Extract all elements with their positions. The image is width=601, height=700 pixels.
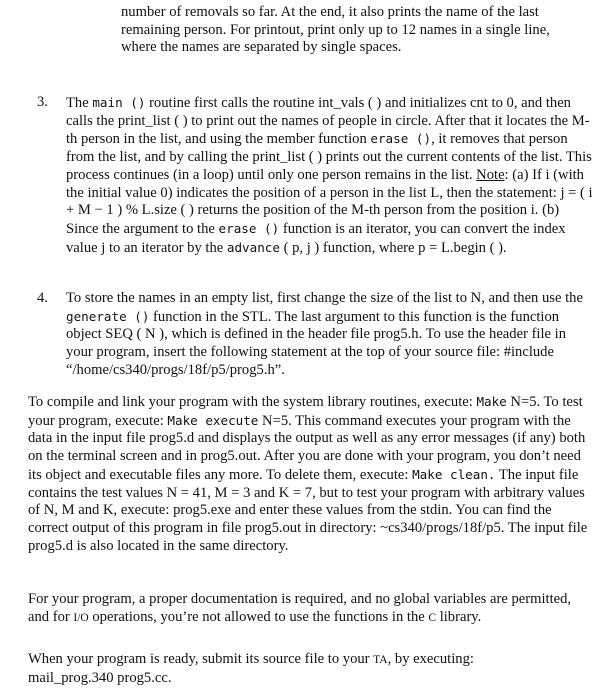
compile-part-4: The input file contains the test values N = 41, M = 3 and K = 7, but to test your program with arbitrary values of N, M and K, execute: prog5.exe and enter these values from the stdin. You can find the correct output of this program in file prog5.out in directory: ~cs340/progs/18f/p5. The input file prog5.d is also located in the same directory.: [28, 466, 588, 554]
continuation-text: number of removals so far. At the end, it also prints the name of the last remaining person. For printout, print only up to 12 names in a single line, where the names are separated by single spaces.: [121, 4, 550, 56]
code-erase: erase (): [370, 131, 432, 147]
item-4-part-2: function in the STL. The last argument to this function is the function object SEQ ( N ), which is defined in the header file prog5.h. To use the header file in your program, insert the following statement at the top of your source file: #include “/home/cs340/progs/18f/p5/prog5.h”.: [66, 308, 567, 378]
submit-part-1: When your program is ready, submit its source file to your: [28, 651, 374, 667]
item-3-part-1: The: [66, 95, 93, 111]
code-make-execute: Make execute: [167, 412, 259, 428]
item-4-text: [66, 290, 594, 380]
compile-part-1: To compile and link your program with the system library routines, execute:: [28, 394, 477, 410]
submit-part-2: , by executing:: [387, 651, 474, 667]
submit-paragraph: [28, 651, 594, 687]
item-number-3: 3.: [37, 94, 48, 110]
compile-paragraph: [28, 393, 594, 555]
code-advance: advance: [226, 239, 280, 255]
code-make-clean: Make clean.: [412, 466, 496, 482]
item-3-part-6: ( p, j ) function, where p = L.begin ( ).: [279, 239, 507, 256]
note-label: Note: [476, 166, 505, 183]
item-number-4: 4.: [37, 290, 48, 306]
code-main: main (): [92, 95, 146, 110]
docs-part-2: operations, you’re not allowed to use the functions in the: [88, 608, 429, 625]
c-label: C: [428, 611, 437, 624]
docs-part-3: library.: [436, 608, 482, 625]
io-label: I/O: [73, 611, 89, 624]
item-3-part-2: routine first calls the routine int_vals ( ) and initializes cnt to 0, and then calls the print_list ( ) to print out the names of people in circle. After that it locates the M-th person in the list, and using the member function: [66, 95, 590, 148]
list-item-3: [37, 94, 594, 257]
docs-part-1: For your program, a proper documentation is required, and no global variables are permitted, and for: [28, 591, 572, 625]
list-item-4: [37, 290, 594, 380]
compile-part-3: N=5. This command executes your program with the data in the input file prog5.d and displays the output as well as any error messages (if any) both on the terminal screen and in prog5.out. After you are done with your program, you don’t need its object and executable files any more. To delete them, execute:: [28, 412, 586, 483]
item-3-part-5: function is an iterator, you can convert the index value j to an iterator by the: [66, 220, 566, 256]
item-3-part-4: : (a) If i (with the initial value 0) indicates the position of a person in the list L, then the statement: j = ( i + M − 1 ) % L.size ( ) returns the position of the M-th person from the position i. (b) Since the argument to the: [66, 166, 593, 237]
code-generate: generate (): [66, 308, 150, 324]
documentation-paragraph: [28, 591, 594, 627]
continuation-paragraph: [121, 4, 583, 57]
ta-label: TA: [373, 654, 388, 666]
item-3-part-3: , it removes that person from the list, and by calling the print_list ( ) prints out the current contents of the list. This process continues (in a loop) until only one person remains in the list.: [66, 131, 592, 183]
submit-command: mail_prog.340 prog5.cc.: [28, 669, 172, 686]
code-make: Make: [476, 394, 507, 409]
code-erase-2: erase (): [218, 220, 280, 236]
compile-part-2: N=5. To test your program, execute:: [28, 394, 583, 429]
item-4-part-1: To store the names in an empty list, first change the size of the list to N, and then use the: [66, 290, 583, 306]
item-3-text: [66, 94, 594, 257]
